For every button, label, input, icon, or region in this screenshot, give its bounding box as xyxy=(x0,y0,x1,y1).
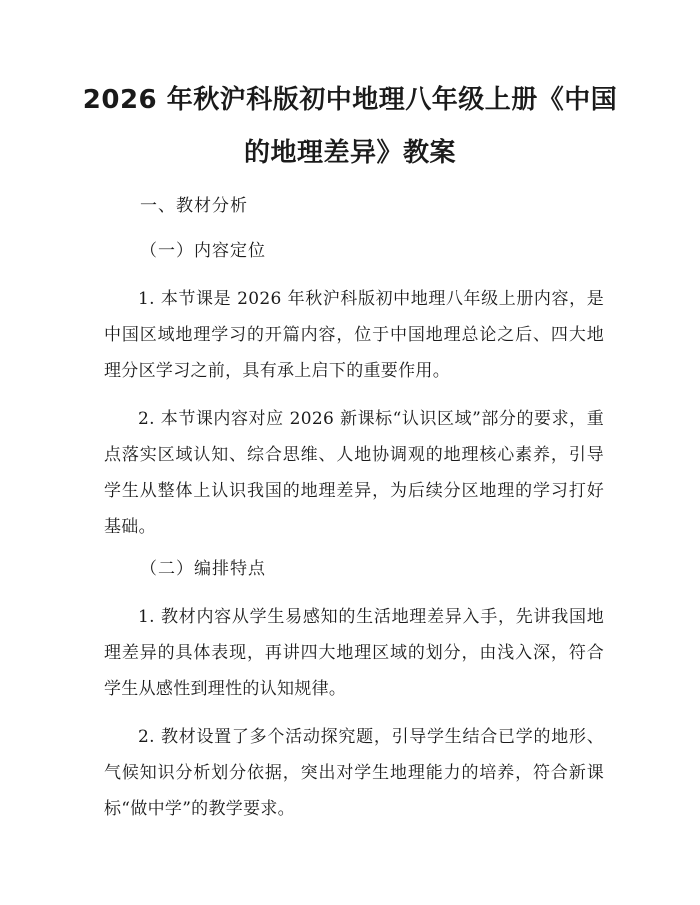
document-title-line-2: 的地理差异》教案 xyxy=(243,138,456,168)
paragraph-features-1: 1. 教材内容从学生易感知的生活地理差异入手，先讲我国地理差异的具体表现，再讲四大地理区域的划分，由浅入深，符合学生从感性到理性的认知规律。 xyxy=(104,607,604,699)
section-heading-textbook-analysis: 一、教材分析 xyxy=(140,196,248,216)
subsection-heading-content-positioning: （一）内容定位 xyxy=(140,241,266,261)
document-title-line-1: 2026 年秋沪科版初中地理八年级上册《中国 xyxy=(82,85,618,115)
paragraph-positioning-1: 1. 本节课是 2026 年秋沪科版初中地理八年级上册内容，是中国区域地理学习的开篇内容，位于中国地理总论之后、四大地理分区学习之前，具有承上启下的重要作用。 xyxy=(104,289,604,381)
subsection-heading-layout-features: （二）编排特点 xyxy=(140,559,266,579)
paragraph-positioning-2: 2. 本节课内容对应 2026 新课标“认识区域”部分的要求，重点落实区域认知、综合思维、人地协调观的地理核心素养，引导学生从整体上认识我国的地理差异，为后续分区地理的学习打好基础。 xyxy=(104,409,604,537)
paragraph-features-2: 2. 教材设置了多个活动探究题，引导学生结合已学的地形、气候知识分析划分依据，突出对学生地理能力的培养，符合新课标“做中学”的教学要求。 xyxy=(104,727,604,819)
